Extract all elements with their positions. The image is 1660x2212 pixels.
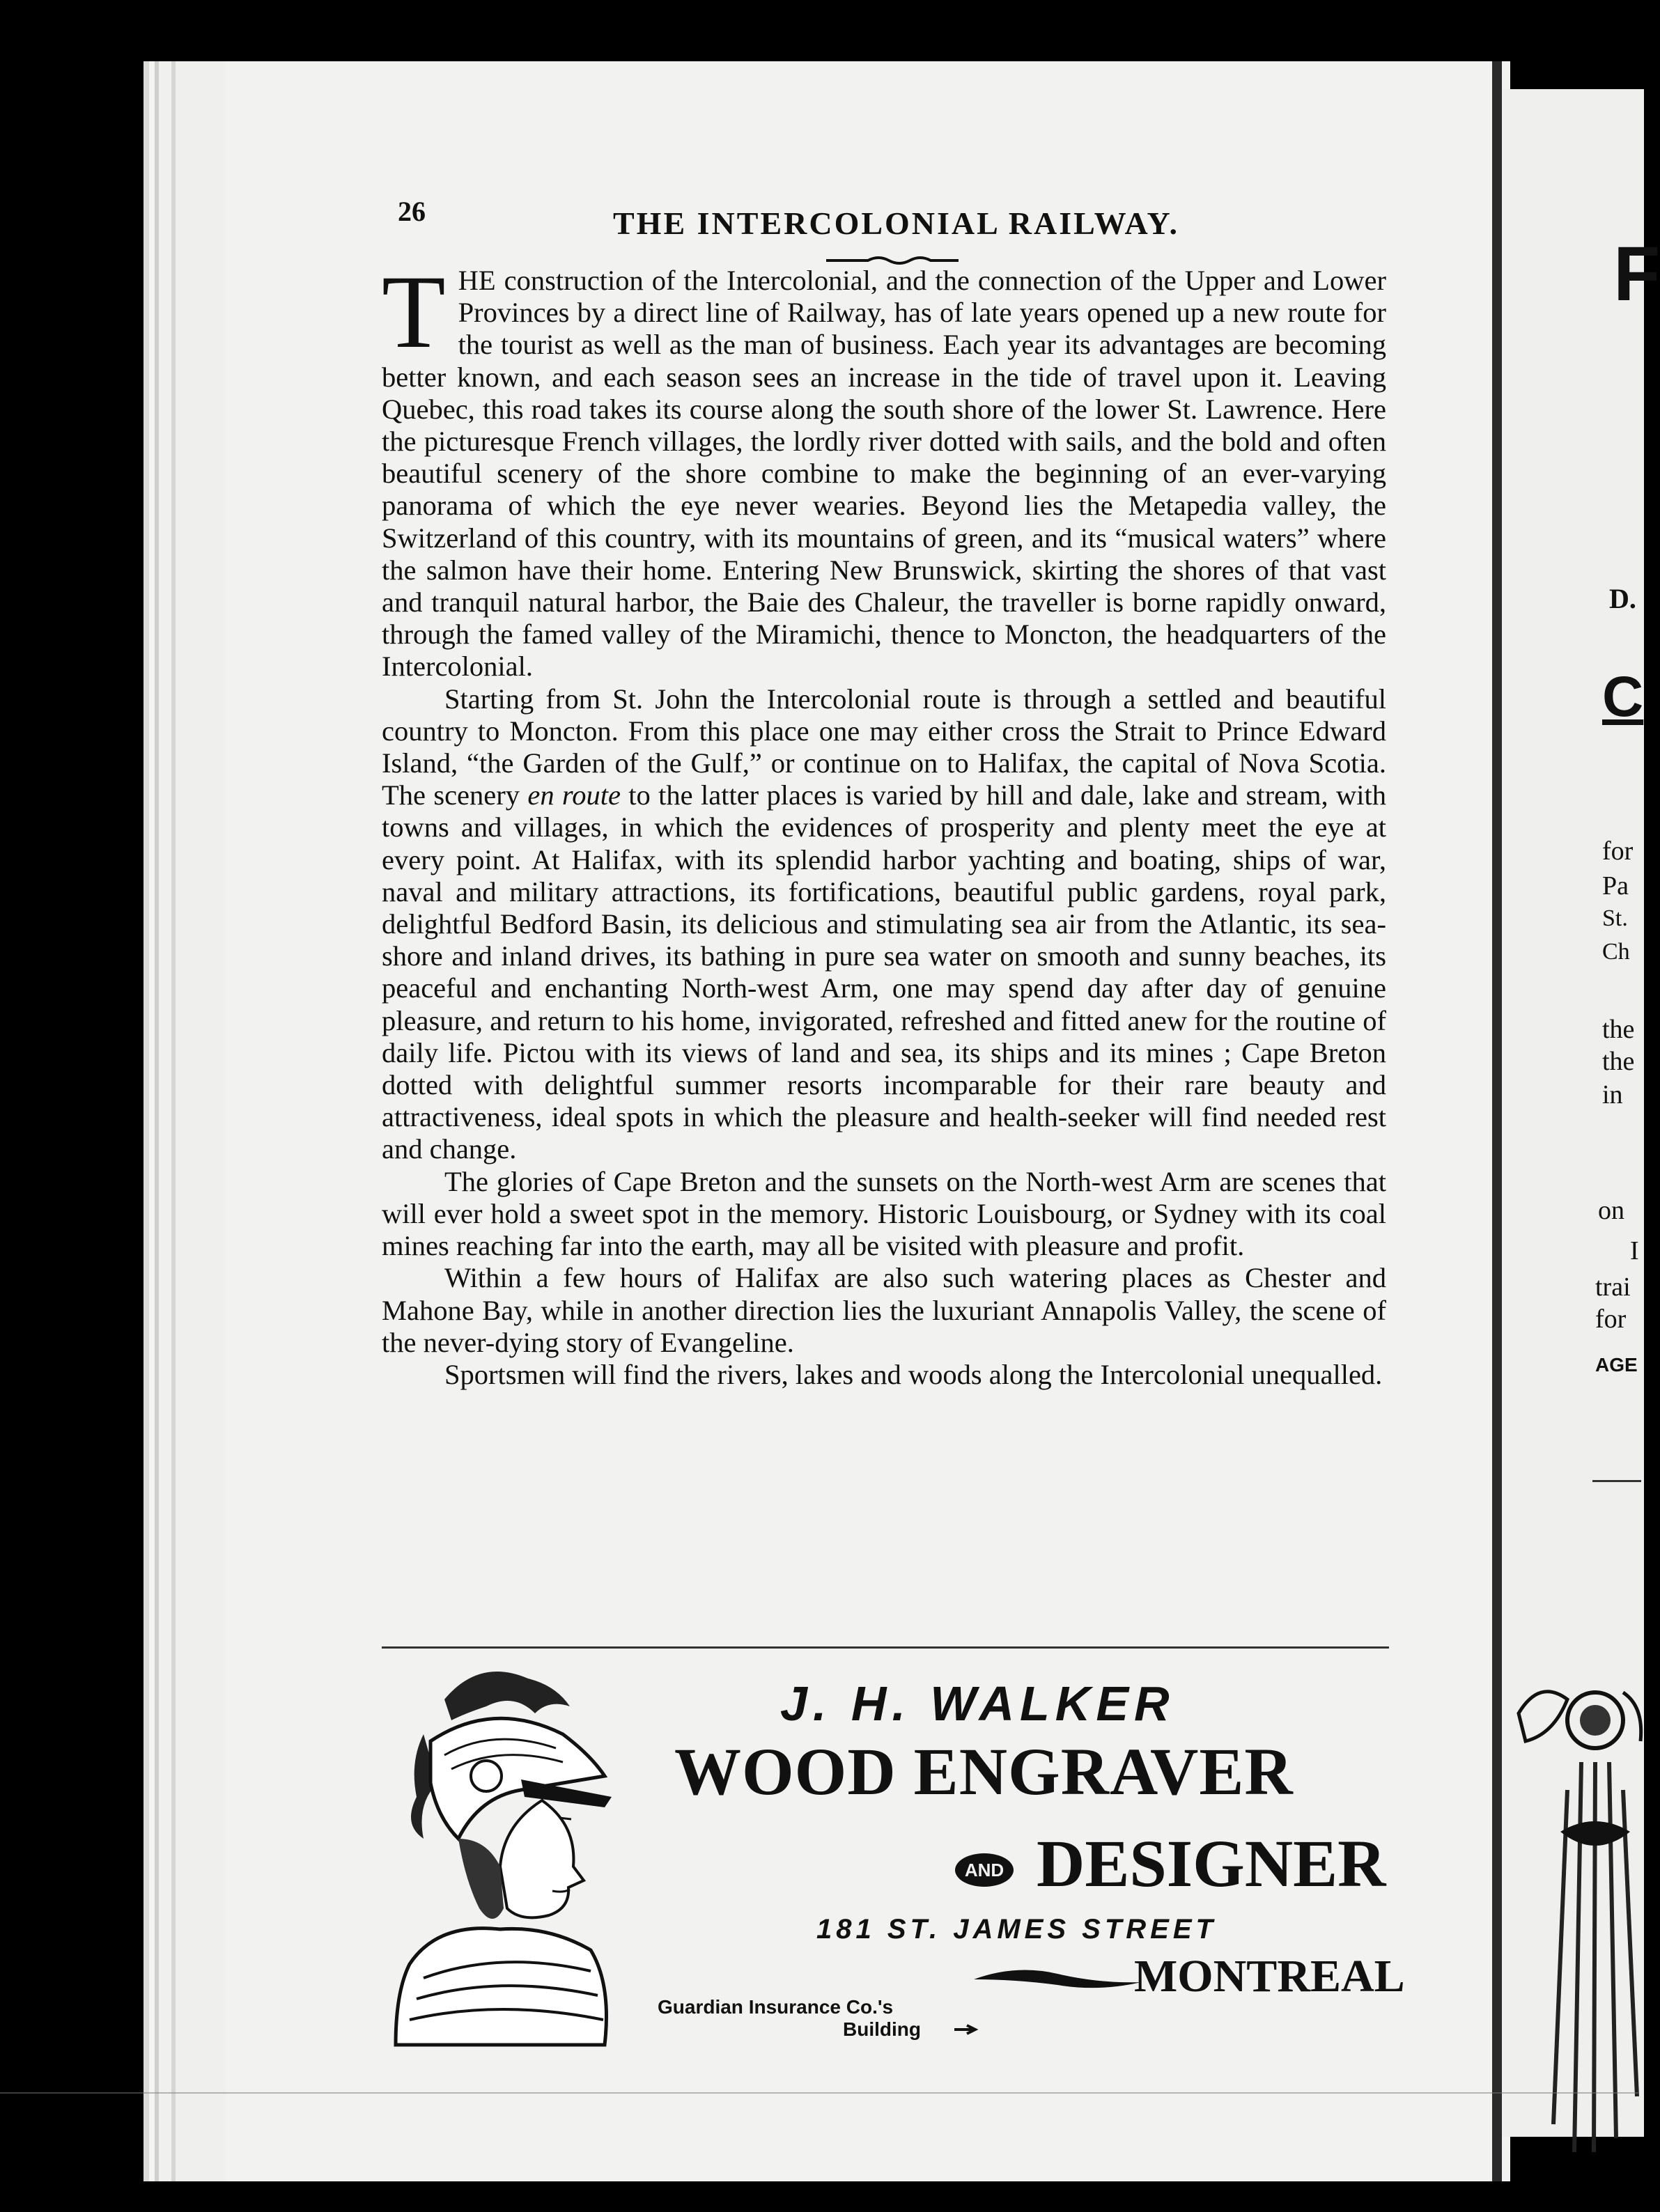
paragraph-1 xyxy=(382,254,1386,683)
building-line-2: Building xyxy=(843,2018,921,2040)
right-page-fragment: Ch xyxy=(1602,939,1630,965)
advertiser-name: J. H. WALKER xyxy=(780,1676,1175,1731)
right-page-fragment: for xyxy=(1602,836,1634,866)
right-page-fragment: C xyxy=(1602,665,1644,729)
and-badge-icon xyxy=(953,1851,1016,1889)
right-page-fragment: Pa xyxy=(1602,871,1629,901)
warrior-bust-illustration xyxy=(382,1658,633,2045)
paragraph-3: The glories of Cape Breton and the sunsets on the North-west Arm are scenes that will ever hold a sweet spot in the memory. Historic Louisbourg, or Sydney with its coal mines reaching far into the earth, may all be visited with pleasure and profit. xyxy=(382,1165,1386,1262)
right-page-fragment: D. xyxy=(1609,583,1636,614)
right-page-rule xyxy=(1592,1480,1641,1482)
section-divider xyxy=(382,1646,1389,1649)
right-page-fragment: trai xyxy=(1595,1272,1631,1302)
right-page-fragment: I xyxy=(1630,1236,1639,1265)
right-page-fragment: F xyxy=(1613,231,1660,317)
paragraph-5: Sportsmen will find the rivers, lakes and woods along the Intercolonial unequalled. xyxy=(444,1358,1383,1390)
right-page-fragment: the xyxy=(1602,1015,1635,1044)
book-gutter xyxy=(1492,61,1502,2181)
right-page-fragment: AGE xyxy=(1595,1354,1638,1376)
drop-cap: T xyxy=(382,254,446,370)
paragraph-2-italic: en route xyxy=(527,779,621,811)
right-page-fragment: St. xyxy=(1602,905,1628,931)
trade-line-2: DESIGNER xyxy=(1037,1826,1386,1901)
advertisement xyxy=(382,1658,1405,2048)
right-page-fragment: the xyxy=(1602,1047,1635,1076)
paragraph-4: Within a few hours of Halifax are also such watering places as Chester and Mahone Bay, while in another direction lies the luxuriant Annapolis Valley, the scene of the never-dying story of Evangeline. xyxy=(382,1262,1386,1358)
pointer-arrow-icon xyxy=(954,2024,978,2035)
paragraph-2-text: Starting from St. John the Intercolonial route is through a settled and beautiful country to Moncton. From this place one may either cross the Strait to Prince Edward Island, “the Garden of the Gulf,” or continue on to Halifax, the capital of Nova Scotia. The scenery xyxy=(382,683,1386,811)
right-page-fragment: for xyxy=(1595,1304,1627,1334)
paragraph-2 xyxy=(382,683,1386,1166)
scan-artifact-line xyxy=(0,2092,1638,2094)
right-page-fragment: in xyxy=(1602,1080,1623,1109)
trade-line-1: WOOD ENGRAVER xyxy=(674,1734,1294,1809)
page-number: 26 xyxy=(398,196,426,227)
swoosh-icon xyxy=(974,1964,1141,1995)
paragraph-1-text: HE construction of the Intercolonial, and the connection of the Upper and Lower Provinces by a direct line of Railway, has of late years opened up a new route for the tourist as well as the man of business. Each year its advantages are becoming better known, and each season sees an increase in the tide of travel upon it. Leaving Quebec, this road takes its course along the south shore of the lower St. Lawrence. Here the picturesque French villages, the lordly river dotted with sails, and the bold and often beautiful scenery of the shore combine to make the beginning of an ever-varying panorama of which the eye never wearies. Beyond lies the Metapedia valley, the Switzerland of this country, with its mountains of green, and its “musical waters” where the salmon have their home. Entering New Brunswick, skirting the shores of that vast and tranquil natural harbor, the Baie des Chaleur, the traveller is borne rapidly onward, through the famed valley of the Miramichi, thence to Moncton, the headquarters of the Intercolonial. xyxy=(382,265,1386,683)
running-head: THE INTERCOLONIAL RAILWAY. xyxy=(613,205,1179,241)
advertiser-city: MONTREAL xyxy=(1134,1951,1405,2002)
page-edge-stack xyxy=(143,61,226,2181)
decorative-ornament-icon xyxy=(1512,1651,1644,2152)
advertiser-address: 181 ST. JAMES STREET xyxy=(816,1914,1217,1945)
paragraph-2-rest: to the latter places is varied by hill and dale, lake and stream, with towns and villages, in which the evidences of prosperity and plenty meet the eye at every point. At Halifax, with its splendid harbor yachting and boating, ships of war, naval and military attractions, its fortifications, beautiful public gardens, royal park, delightful Bedford Basin, its delicious and stimulating sea air from the Atlantic, its sea-shore and inland drives, its bathing in pure sea water on smooth and sunny beaches, its peaceful and enchanting North-west Arm, one may spend day after day of genuine pleasure, and return to his home, invigorated, refreshed and fitted anew for the routine of daily life. Pictou with its views of land and sea, its ships and its mines ; Cape Breton dotted with delightful summer resorts incomparable for their rare beauty and attractiveness, ideal spots in which the pleasure and health-seeker will find needed rest and change. xyxy=(382,779,1387,1165)
building-line-1: Guardian Insurance Co.'s xyxy=(658,1996,894,2018)
and-badge-text: AND xyxy=(964,1860,1004,1880)
article-body xyxy=(382,254,1387,1391)
right-page-fragment: on xyxy=(1598,1196,1624,1225)
